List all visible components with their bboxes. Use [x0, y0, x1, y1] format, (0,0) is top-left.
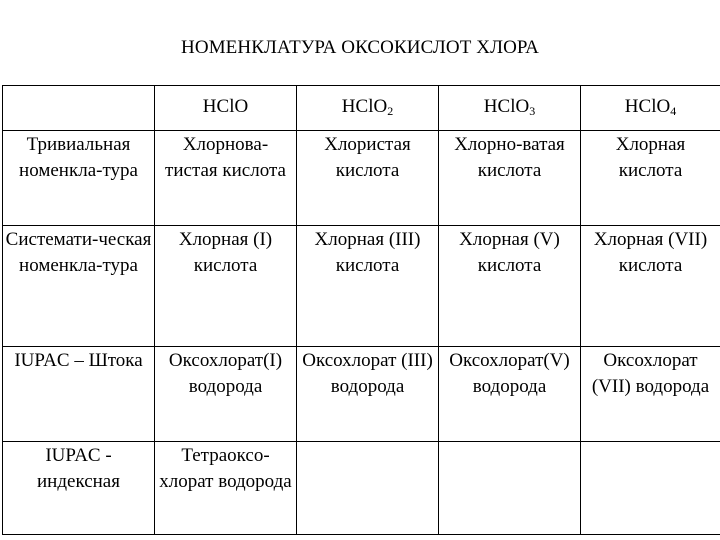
table-cell [439, 442, 581, 535]
table-cell: Хлорнова-тистая кислота [155, 131, 297, 226]
table-cell: Хлорная (VII) кислота [581, 226, 720, 347]
table-header-row [3, 86, 720, 131]
table-row-iupac-index [3, 442, 720, 535]
column-header-hclo3 [439, 86, 581, 131]
table-row-trivial [3, 131, 720, 226]
formula-text: HClO [624, 96, 671, 117]
column-header-hclo4 [581, 86, 720, 131]
formula-subscript: 3 [529, 104, 536, 118]
formula-subscript: 2 [387, 104, 394, 118]
nomenclature-table [2, 85, 720, 535]
table-cell: Хлорная (III) кислота [297, 226, 439, 347]
table-cell: Хлорная кислота [581, 131, 720, 226]
table-row-systematic [3, 226, 720, 347]
table-cell [581, 442, 720, 535]
table-cell: Оксохлорат(I) водорода [155, 347, 297, 442]
table-corner-cell [3, 86, 155, 131]
table-cell: Хлорная (I) кислота [155, 226, 297, 347]
table-cell: Оксохлорат(V) водорода [439, 347, 581, 442]
table-row-iupac-stock [3, 347, 720, 442]
row-label-iupac-stock: IUPAC – Штока [3, 347, 155, 442]
row-label-iupac-index: IUPAC - индексная [3, 442, 155, 535]
formula-text: HClO [483, 96, 530, 117]
row-label-systematic: Системати-ческая номенкла-тура [3, 226, 155, 347]
formula-text: HClO [341, 96, 388, 117]
table-cell: Оксохлорат (III) водорода [297, 347, 439, 442]
formula-text: HClO [202, 96, 249, 117]
table-cell: Хлорная (V) кислота [439, 226, 581, 347]
page-title: НОМЕНКЛАТУРА ОКСОКИСЛОТ ХЛОРА [181, 37, 539, 58]
table-cell: Хлористая кислота [297, 131, 439, 226]
table-cell: Тетраоксо-хлорат водорода [155, 442, 297, 535]
column-header-hclo [155, 86, 297, 131]
table-cell: Оксохлорат (VII) водорода [581, 347, 720, 442]
column-header-hclo2 [297, 86, 439, 131]
formula-subscript: 4 [670, 104, 677, 118]
row-label-trivial: Тривиальная номенкла-тура [3, 131, 155, 226]
table-cell [297, 442, 439, 535]
table-cell: Хлорно-ватая кислота [439, 131, 581, 226]
